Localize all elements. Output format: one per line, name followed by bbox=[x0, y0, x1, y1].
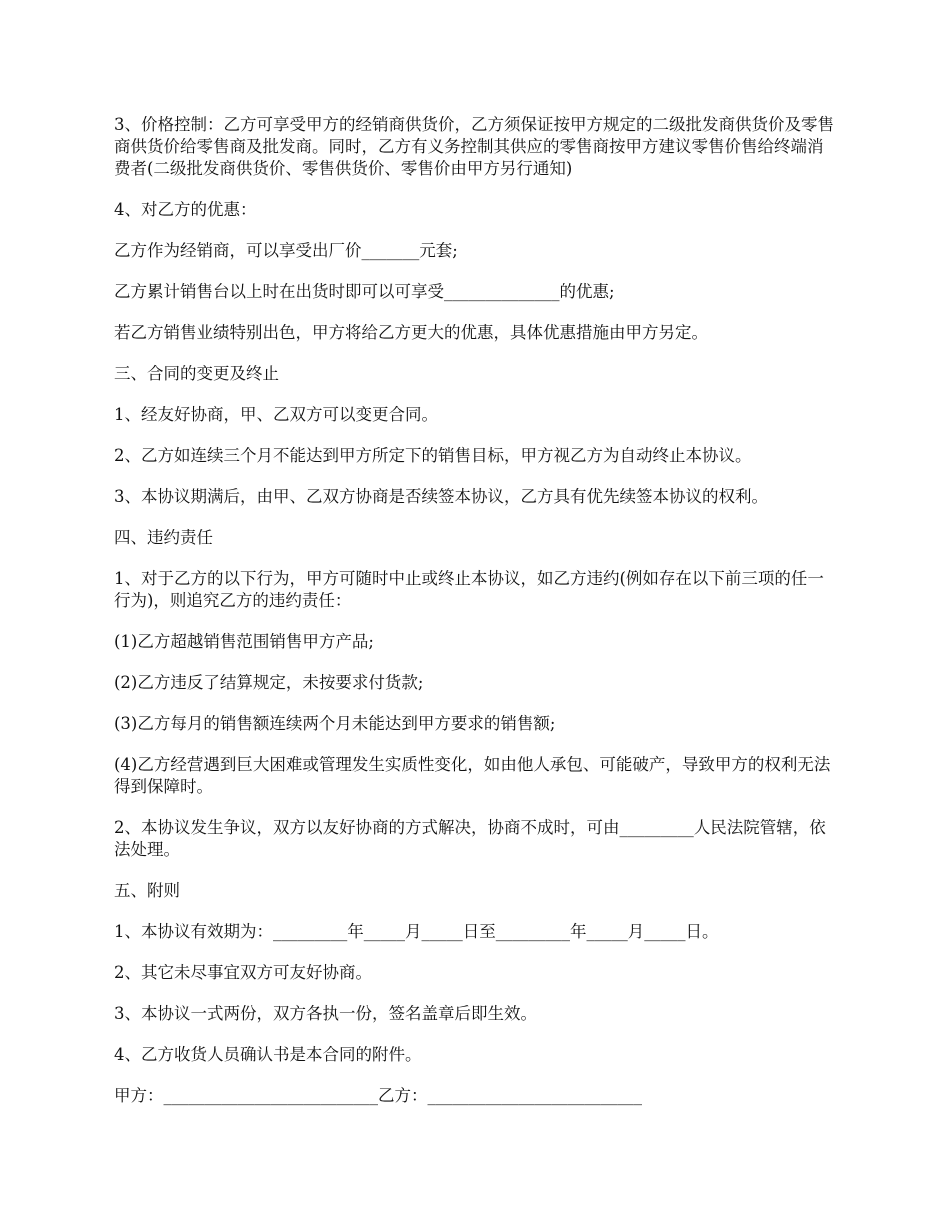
clause-other-matters: 2、其它未尽事宜双方可友好协商。 bbox=[114, 963, 372, 982]
discount-cumulative-sales: 乙方累计销售台以上时在出货时即可以可享受______________的优惠; bbox=[114, 282, 615, 301]
clause-copies: 3、本协议一式两份，双方各执一份，签名盖章后即生效。 bbox=[114, 1004, 537, 1023]
document-body bbox=[114, 114, 839, 1126]
section-heading-breach-liability: 四、违约责任 bbox=[114, 528, 213, 547]
clause-attachment: 4、乙方收货人员确认书是本合同的附件。 bbox=[114, 1045, 422, 1064]
breach-item-1: (1)乙方超越销售范围销售甲方产品; bbox=[114, 632, 374, 651]
section-heading-change-termination: 三、合同的变更及终止 bbox=[114, 364, 279, 383]
clause-auto-termination: 2、乙方如连续三个月不能达到甲方所定下的销售目标，甲方视乙方为自动终止本协议。 bbox=[114, 446, 752, 465]
discount-outstanding-performance: 若乙方销售业绩特别出色，甲方将给乙方更大的优惠，具体优惠措施由甲方另定。 bbox=[114, 323, 708, 342]
clause-breach-conditions: 1、对于乙方的以下行为，甲方可随时中止或终止本协议，如乙方违约(例如存在以下前三项的任一行为)，则追究乙方的违约责任： bbox=[114, 569, 824, 610]
clause-dispute-resolution: 2、本协议发生争议，双方以友好协商的方式解决，协商不成时，可由_________人民法院管辖，依法处理。 bbox=[114, 818, 826, 859]
clause-discount-heading: 4、对乙方的优惠： bbox=[114, 200, 257, 219]
clause-price-control: 3、价格控制：乙方可享受甲方的经销商供货价，乙方须保证按甲方规定的二级批发商供货价及零售商供货价给零售商及批发商。同时，乙方有义务控制其供应的零售商按甲方建议零售价售给终端消费者(二级批发商供货价、零售供货价、零售价由甲方另行通知) bbox=[114, 115, 834, 178]
clause-renewal: 3、本协议期满后，由甲、乙双方协商是否续签本协议，乙方具有优先续签本协议的权利。 bbox=[114, 487, 768, 506]
clause-change-by-negotiation: 1、经友好协商，甲、乙双方可以变更合同。 bbox=[114, 405, 438, 424]
discount-factory-price: 乙方作为经销商，可以享受出厂价_______元套; bbox=[114, 241, 458, 260]
section-heading-supplementary: 五、附则 bbox=[114, 881, 180, 900]
breach-item-3: (3)乙方每月的销售额连续两个月未能达到甲方要求的销售额; bbox=[114, 714, 556, 733]
signature-line: 甲方：__________________________乙方：__________________________ bbox=[114, 1086, 642, 1105]
clause-validity-period: 1、本协议有效期为：_________年_____月_____日至_________年_____月_____日。 bbox=[114, 922, 719, 941]
breach-item-2: (2)乙方违反了结算规定，未按要求付货款; bbox=[114, 673, 424, 692]
breach-item-4: (4)乙方经营遇到巨大困难或管理发生实质性变化，如由他人承包、可能破产，导致甲方的权利无法得到保障时。 bbox=[114, 755, 831, 796]
